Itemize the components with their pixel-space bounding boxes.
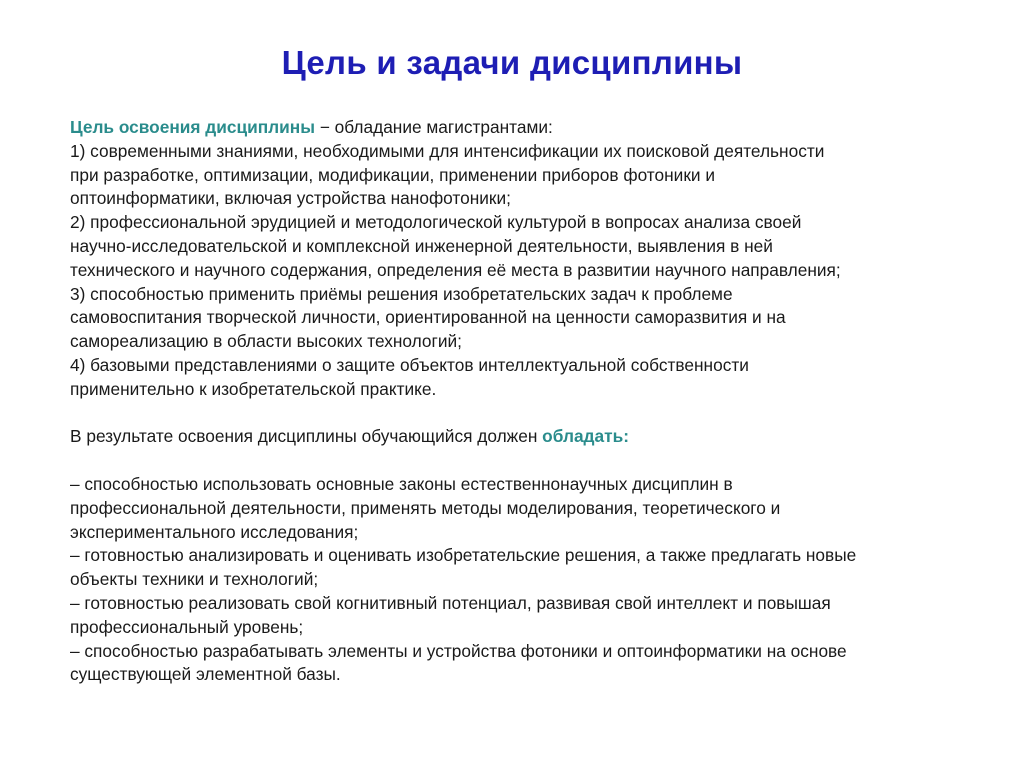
spacer [70, 402, 990, 426]
result-line: – способностью разрабатывать элементы и устройства фотоники и оптоинформатики на основе [70, 640, 847, 661]
result-line: объекты техники и технологий; [70, 569, 319, 590]
goal-line: оптоинформатики, включая устройства нанофотоники; [70, 188, 511, 209]
result-line: существующей элементной базы. [70, 664, 341, 685]
goal-line: самореализацию в области высоких технологий; [70, 331, 462, 352]
goal-heading [70, 116, 990, 140]
result-accent: обладать: [542, 426, 629, 447]
slide-title: Цель и задачи дисциплины [281, 44, 743, 81]
result-line: профессиональной деятельности, применять методы моделирования, теоретического и [70, 497, 781, 518]
goal-line: технического и научного содержания, определения её места в развитии научного направления; [70, 259, 841, 280]
goal-line: 3) способностью применить приёмы решения изобретательских задач к проблеме [70, 283, 733, 304]
goal-line: 2) профессиональной эрудицией и методологической культурой в вопросах анализа своей [70, 212, 802, 233]
goal-line: применительно к изобретательской практике. [70, 378, 437, 399]
slide-body [70, 116, 990, 687]
goal-line: самовоспитания творческой личности, ориентированной на ценности саморазвития и на [70, 307, 786, 328]
result-line: – готовностью реализовать свой когнитивный потенциал, развивая свой интеллект и повышая [70, 592, 831, 613]
goal-line: 4) базовыми представлениями о защите объектов интеллектуальной собственности [70, 354, 749, 375]
spacer [70, 449, 990, 473]
goal-label: Цель освоения дисциплины [70, 117, 315, 137]
goal-line: при разработке, оптимизации, модификации, применении приборов фотоники и [70, 164, 716, 185]
goal-intro: − обладание магистрантами: [314, 117, 553, 137]
result-text: В результате освоения дисциплины обучающийся должен [70, 426, 543, 447]
goal-line: научно-исследовательской и комплексной инженерной деятельности, выявления в ней [70, 235, 773, 256]
result-line: профессиональный уровень; [70, 616, 304, 637]
result-heading [70, 425, 990, 449]
result-line: – готовностью анализировать и оценивать изобретательские решения, а также предлагать новые [70, 545, 857, 566]
result-line: экспериментального исследования; [70, 521, 359, 542]
goal-line: 1) современными знаниями, необходимыми для интенсификации их поисковой деятельности [70, 140, 825, 161]
result-line: – способностью использовать основные законы естественнонаучных дисциплин в [70, 473, 733, 494]
